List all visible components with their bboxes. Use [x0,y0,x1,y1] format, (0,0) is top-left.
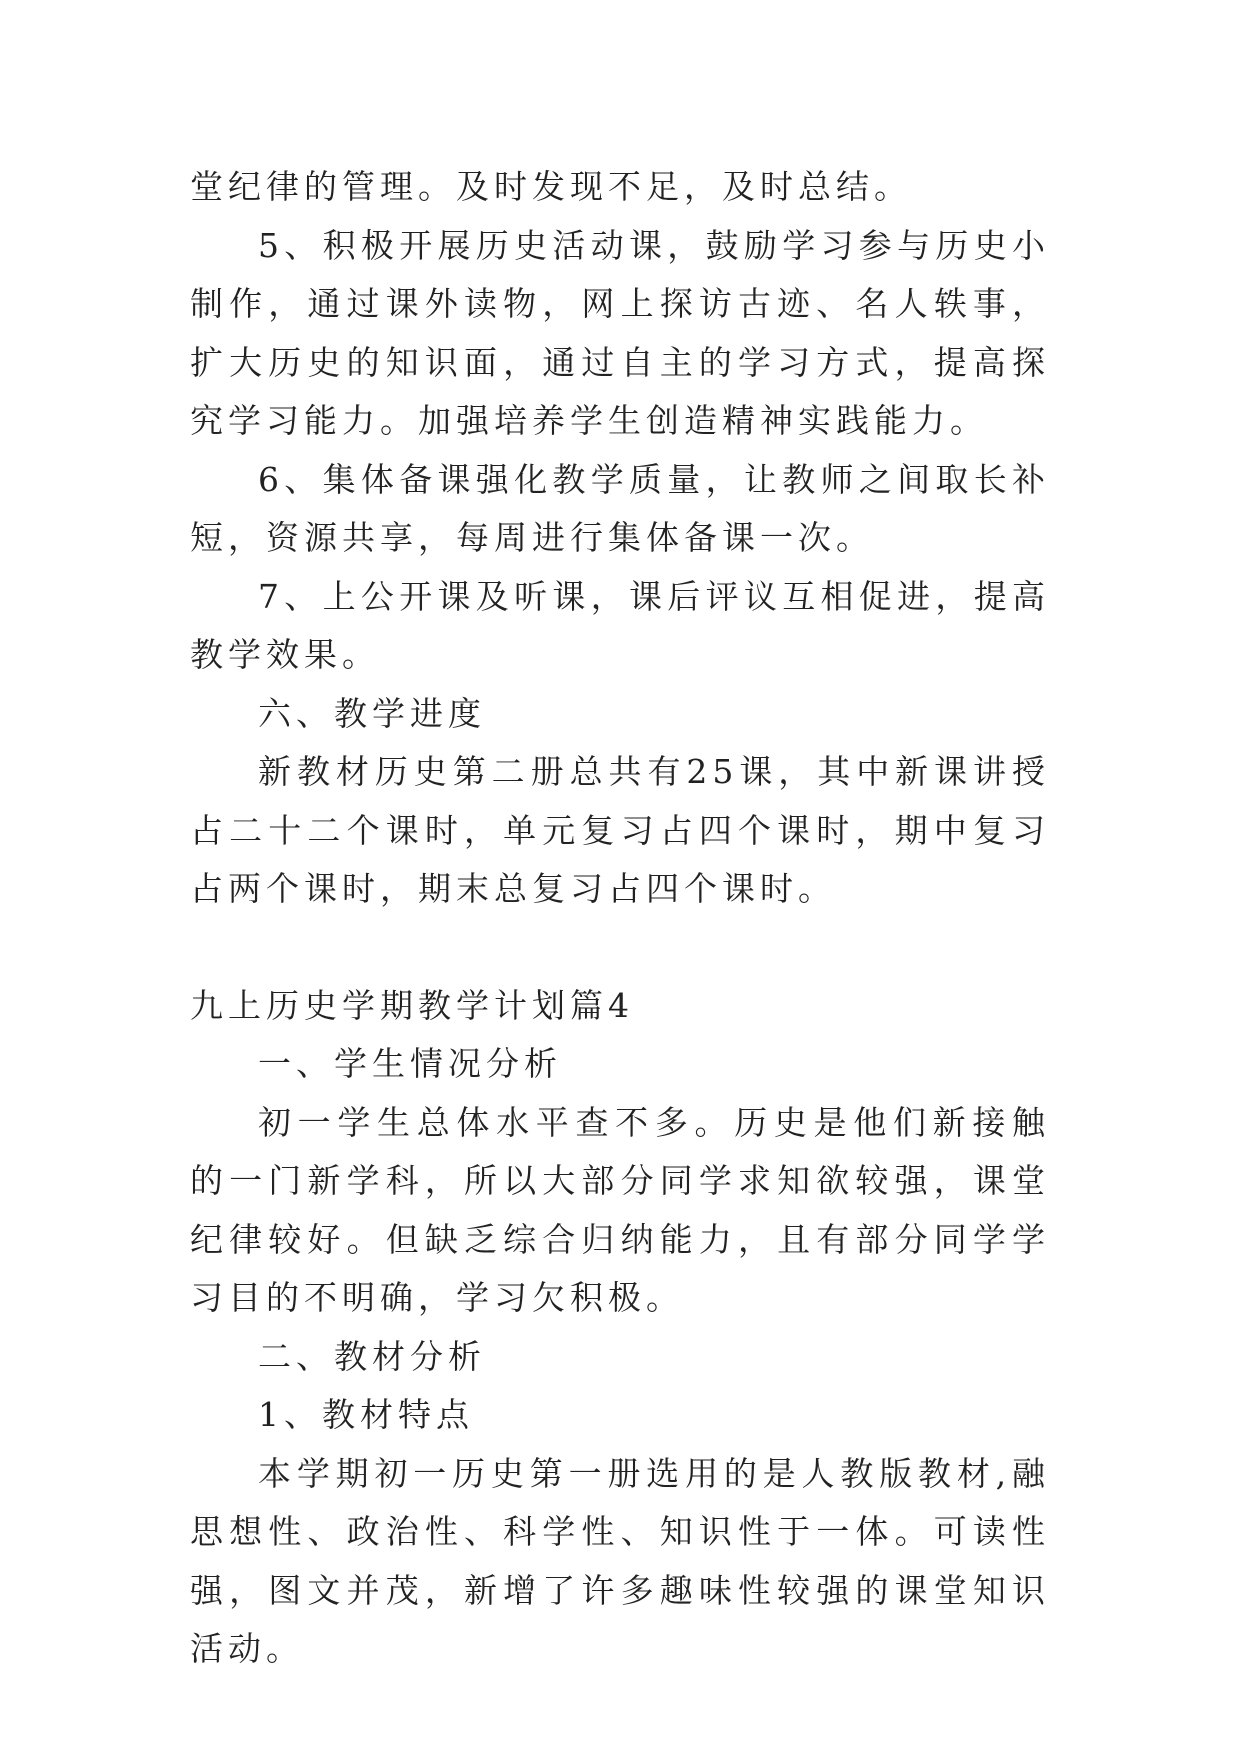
sub-heading: 1、教材特点 [258,1395,474,1434]
section-heading: 六、教学进度 [258,693,486,733]
paragraph: 5、积极开展历史活动课，鼓励学习参与历史小制作，通过课外读物，网上探访古迹、名人轶事，扩大历史的知识面，通过自主的学习方式，提高探究学习能力。加强培养学生创造精神实践能力。 [190,225,1050,440]
spacer [190,919,1050,977]
document-body [190,158,1050,1679]
paragraph: 7、上公开课及听课，课后评议互相促进，提高教学效果。 [190,576,1050,674]
paragraph: 堂纪律的管理。及时发现不足，及时总结。 [190,167,912,206]
paragraph: 新教材历史第二册总共有25课，其中新课讲授占二十二个课时，单元复习占四个课时，期中复习占两个课时，期末总复习占四个课时。 [190,752,1050,908]
paragraph: 初一学生总体水平查不多。历史是他们新接触的一门新学科，所以大部分同学求知欲较强，课堂纪律较好。但缺乏综合归纳能力，且有部分同学学习目的不明确，学习欠积极。 [190,1102,1050,1317]
paragraph: 本学期初一历史第一册选用的是人教版教材,融思想性、政治性、科学性、知识性于一体。可读性强，图文并茂，新增了许多趣味性较强的课堂知识活动。 [190,1453,1050,1668]
article-title: 九上历史学期教学计划篇4 [190,985,634,1025]
section-heading: 二、教材分析 [258,1336,486,1376]
section-heading: 一、学生情况分析 [258,1044,562,1083]
paragraph: 6、集体备课强化教学质量，让教师之间取长补短，资源共享，每周进行集体备课一次。 [190,459,1050,557]
